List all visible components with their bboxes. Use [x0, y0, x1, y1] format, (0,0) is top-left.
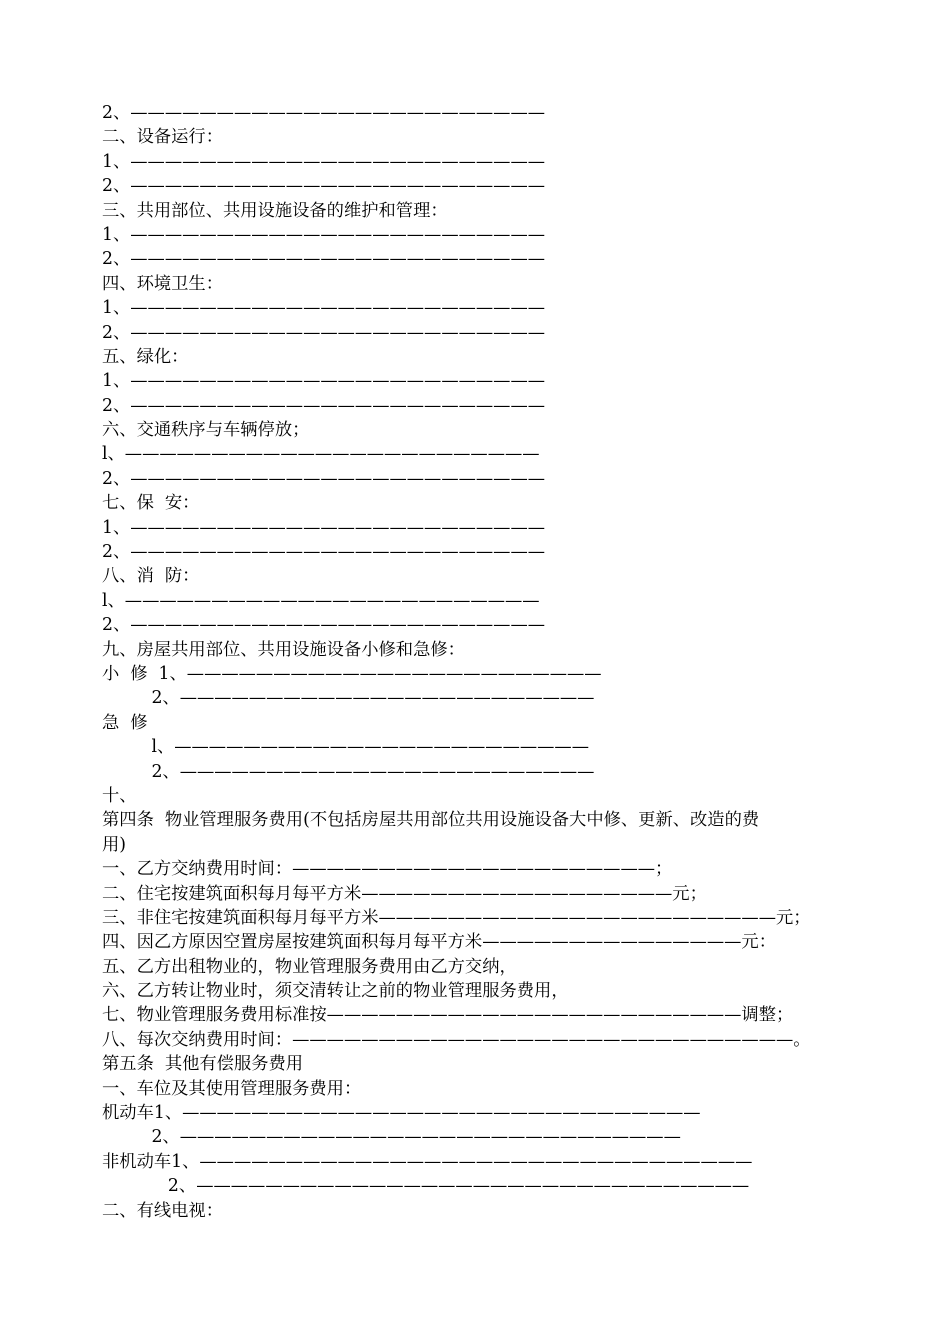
text-line: 急 修: [102, 712, 148, 733]
section-heading: 六、交通秩序与车辆停放；: [102, 420, 310, 441]
section-heading: 十、: [102, 785, 137, 806]
article-heading: 第五条 其他有偿服务费用: [102, 1054, 304, 1075]
text-line: 2、————————————————————————: [102, 322, 546, 343]
text-line: 2、————————————————————————: [102, 761, 595, 782]
text-line: 2、————————————————————————————————: [102, 1176, 750, 1197]
text-line: 2、————————————————————————: [102, 542, 546, 563]
text-line: 五、乙方出租物业的，物业管理服务费用由乙方交纳，: [102, 956, 517, 977]
text-line: 机动车1、——————————————————————————————: [102, 1103, 701, 1124]
text-line: 1、————————————————————————: [102, 517, 546, 538]
text-line: 2、————————————————————————: [102, 176, 546, 197]
text-line: 二、住宅按建筑面积每月每平方米——————————————————元；: [102, 883, 707, 904]
section-heading: 七、保 安：: [102, 493, 200, 514]
text-line: 三、非住宅按建筑面积每月每平方米———————————————————————元；: [102, 907, 811, 928]
text-line: 2、————————————————————————: [102, 395, 546, 416]
section-heading: 二、有线电视：: [102, 1200, 223, 1221]
text-line: 2、————————————————————————: [102, 468, 546, 489]
section-heading: 一、车位及其使用管理服务费用：: [102, 1078, 362, 1099]
text-line: 非机动车1、————————————————————————————————: [102, 1151, 753, 1172]
text-line: l、————————————————————————: [102, 590, 540, 611]
text-line: 1、————————————————————————: [102, 298, 546, 319]
text-line: 一、乙方交纳费用时间：—————————————————————；: [102, 859, 673, 880]
text-line: 1、————————————————————————: [102, 371, 546, 392]
section-heading: 九、房屋共用部位、共用设施设备小修和急修：: [102, 639, 465, 660]
section-heading: 八、消 防：: [102, 566, 200, 587]
section-heading: 二、设备运行：: [102, 127, 223, 148]
document-body: [102, 101, 862, 1223]
text-line: 2、————————————————————————: [102, 103, 546, 123]
section-heading: 五、绿化：: [102, 346, 189, 367]
section-heading: 三、共用部位、共用设施设备的维护和管理：: [102, 200, 448, 221]
text-line: 八、每次交纳费用时间：—————————————————————————————。: [102, 1029, 811, 1050]
text-line: l、————————————————————————: [102, 444, 540, 465]
text-line: 七、物业管理服务费用标准按————————————————————————调整；: [102, 1005, 794, 1026]
text-line: 2、————————————————————————: [102, 249, 546, 270]
text-line: 1、————————————————————————: [102, 224, 546, 245]
text-line: 用): [102, 834, 127, 855]
text-line: 2、—————————————————————————————: [102, 1127, 681, 1148]
text-line: 六、乙方转让物业时，须交清转让之前的物业管理服务费用，: [102, 981, 569, 1002]
text-line: 2、————————————————————————: [102, 688, 595, 709]
article-heading: 第四条 物业管理服务费用(不包括房屋共用部位共用设施设备大中修、更新、改造的费: [102, 810, 760, 831]
text-line: 小 修 1、————————————————————————: [102, 663, 602, 684]
text-line: 四、因乙方原因空置房屋按建筑面积每月每平方米———————————————元：: [102, 932, 776, 953]
text-line: l、————————————————————————: [102, 737, 589, 758]
text-line: 2、————————————————————————: [102, 615, 546, 636]
section-heading: 四、环境卫生：: [102, 273, 223, 294]
text-line: 1、————————————————————————: [102, 151, 546, 172]
